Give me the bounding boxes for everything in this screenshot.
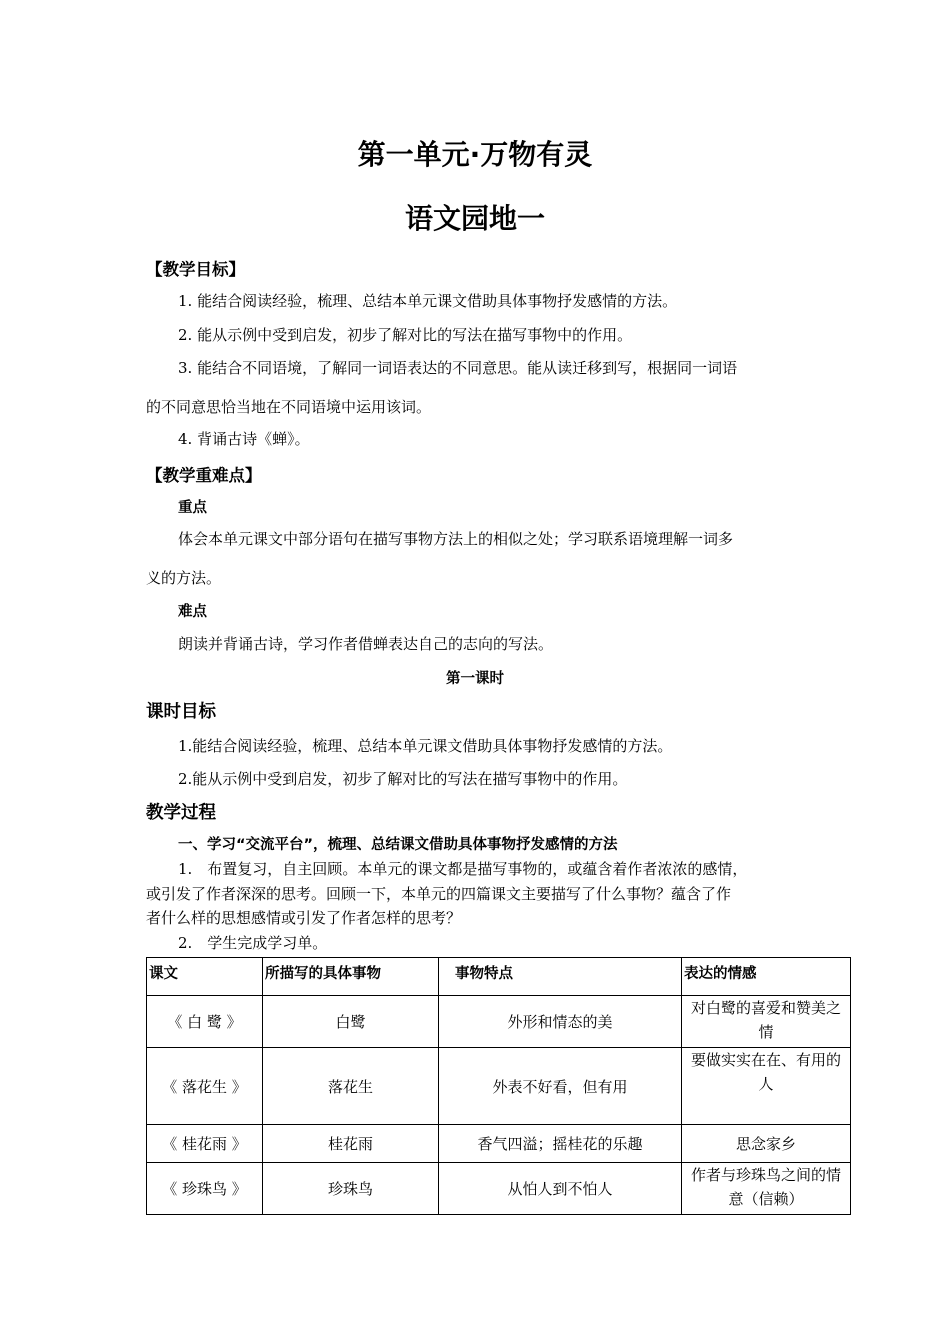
step-heading: 一、学习“交流平台”，梳理、总结课文借助具体事物抒发感情的方法 — [178, 837, 618, 853]
objective-item: 3. 能结合不同语境，了解同一词语表达的不同意思。能从读迁移到写，根据同一词语 — [178, 359, 738, 377]
table-cell: 思念家乡 — [682, 1125, 851, 1163]
step-line: 1. 布置复习，自主回顾。本单元的课文都是描写事物的，或蕴含着作者浓浓的感情， — [178, 860, 748, 878]
table-cell: 珍珠鸟 — [263, 1163, 439, 1215]
table-cell: 《 落花生 》 — [147, 1048, 263, 1125]
table-cell: 白鹭 — [263, 996, 439, 1048]
table-cell: 落花生 — [263, 1048, 439, 1125]
table-cell: 从怕人到不怕人 — [439, 1163, 682, 1215]
table-cell: 《 白 鹭 》 — [147, 996, 263, 1048]
table-header-cell: 课文 — [147, 958, 263, 996]
lesson-goal-heading: 课时目标 — [146, 702, 216, 722]
table-cell: 香气四溢；摇桂花的乐趣 — [439, 1125, 682, 1163]
key-text-continued: 义的方法。 — [146, 569, 222, 587]
step-line: 或引发了作者深深的思考。回顾一下，本单元的四篇课文主要描写了什么事物？蕴含了作 — [146, 885, 732, 903]
page-title: 第一单元·万物有灵 — [357, 138, 593, 171]
table-cell: 《 桂花雨 》 — [147, 1125, 263, 1163]
step-line: 者什么样的思想感情或引发了作者怎样的思考？ — [146, 909, 462, 927]
step-line: 2. 学生完成学习单。 — [178, 934, 328, 952]
table-row — [147, 1048, 851, 1125]
table-cell: 外形和情态的美 — [439, 996, 682, 1048]
key-points-heading: 【教学重难点】 — [146, 466, 262, 485]
objectives-heading: 【教学目标】 — [146, 260, 245, 279]
table-cell: 作者与珍珠鸟之间的情意（信赖） — [682, 1163, 851, 1215]
table-header-row — [147, 958, 851, 996]
difficult-label: 难点 — [178, 604, 207, 620]
table-cell: 对白鹭的喜爱和赞美之情 — [682, 996, 851, 1048]
table-cell: 桂花雨 — [263, 1125, 439, 1163]
table-row — [147, 1125, 851, 1163]
objective-item-continued: 的不同意思恰当地在不同语境中运用该词。 — [146, 398, 432, 416]
page-subtitle: 语文园地一 — [404, 202, 545, 235]
table-cell: 《 珍珠鸟 》 — [147, 1163, 263, 1215]
difficult-text: 朗读并背诵古诗，学习作者借蝉表达自己的志向的写法。 — [178, 635, 554, 653]
table-header-cell: 表达的情感 — [682, 958, 851, 996]
lesson-heading: 第一课时 — [446, 671, 504, 687]
study-sheet-table — [146, 957, 851, 1215]
objective-item: 1. 能结合阅读经验，梳理、总结本单元课文借助具体事物抒发感情的方法。 — [178, 292, 678, 310]
lesson-goal: 1.能结合阅读经验，梳理、总结本单元课文借助具体事物抒发感情的方法。 — [178, 737, 673, 755]
lesson-goal: 2.能从示例中受到启发，初步了解对比的写法在描写事物中的作用。 — [178, 770, 628, 788]
table-row — [147, 996, 851, 1048]
table-cell: 要做实实在在、有用的人 — [682, 1048, 851, 1125]
objective-item: 2. 能从示例中受到启发，初步了解对比的写法在描写事物中的作用。 — [178, 326, 633, 344]
objective-item: 4. 背诵古诗《蝉》。 — [178, 430, 310, 448]
process-heading: 教学过程 — [146, 803, 216, 823]
key-label: 重点 — [178, 500, 207, 516]
table-cell: 外表不好看，但有用 — [439, 1048, 682, 1125]
table-header-cell: 所描写的具体事物 — [263, 958, 439, 996]
table-header-cell: 事物特点 — [439, 958, 682, 996]
key-text: 体会本单元课文中部分语句在描写事物方法上的相似之处；学习联系语境理解一词多 — [178, 530, 734, 548]
table-row — [147, 1163, 851, 1215]
